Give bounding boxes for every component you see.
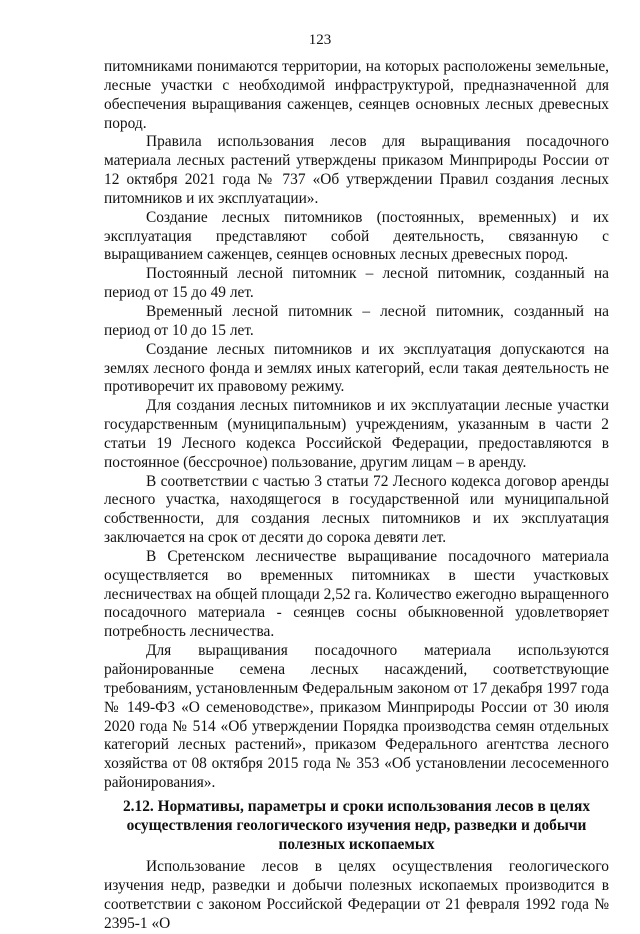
paragraph: Создание лесных питомников (постоянных, временных) и их эксплуатация представляют собой деятельность, связанную с выращиванием саженцев, сеянцев основных лесных древесных пород. bbox=[104, 208, 609, 264]
section-heading: 2.12. Нормативы, параметры и сроки использования лесов в целях осуществления геологического изучения недр, разведки и добычи полезных ископаемых bbox=[122, 797, 591, 853]
paragraph: Правила использования лесов для выращивания посадочного материала лесных растений утверждены приказом Минприроды России от 12 октября 2021 года № 737 «Об утверждении Правил создания лесных питомников и их эксплуатации». bbox=[104, 133, 609, 207]
paragraph: питомниками понимаются территории, на которых расположены земельные, лесные участки с необходимой инфраструктурой, предназначенной для обеспечения выращивания саженцев, сеянцев основных лесных древесных пород. bbox=[104, 58, 609, 132]
paragraph: Использование лесов в целях осуществления геологического изучения недр, разведки и добычи полезных ископаемых производится в соответствии с законом Российской Федерации от 21 февраля 1992 года № 2395-1 «О bbox=[104, 858, 609, 932]
paragraph: Создание лесных питомников и их эксплуатация допускаются на землях лесного фонда и землях иных категорий, если такая деятельность не противоречит их правовому режиму. bbox=[104, 340, 609, 396]
paragraph: В соответствии с частью 3 статьи 72 Лесного кодекса договор аренды лесного участка, находящегося в государственной или муниципальной собственности, для создания лесных питомников и их эксплуатация заключается на срок от десяти до сорока девяти лет. bbox=[104, 472, 609, 547]
document-body bbox=[104, 58, 609, 934]
page-number: 123 bbox=[308, 32, 332, 48]
paragraph: В Сретенском лесничестве выращивание посадочного материала осуществляется во временных питомниках в шести участковых лесничествах на общей площади 2,52 га. Количество ежегодно выращенного посадочного материала - сеянцев сосны обыкновенной удовлетворяет потребность лесничества. bbox=[104, 547, 609, 641]
paragraph: Постоянный лесной питомник – лесной питомник, созданный на период от 15 до 49 лет. bbox=[104, 265, 609, 302]
paragraph: Для создания лесных питомников и их эксплуатации лесные участки государственным (муниципальным) учреждениям, указанным в части 2 статьи 19 Лесного кодекса Российской Федерации, предоставляются в постоянное (бессрочное) пользование, другим лицам – в аренду. bbox=[104, 397, 609, 471]
paragraph: Для выращивания посадочного материала используются районированные семена лесных насаждений, соответствующие требованиям, установленным Федеральным законом от 17 декабря 1997 года № 149-ФЗ «О семеноводстве», приказом Минприроды России от 30 июля 2020 года № 514 «Об утверждении Порядка производства семян отдельных категорий лесных растений», приказом Федерального агентства лесного хозяйства от 08 октября 2015 года № 353 «Об установлении лесосеменного районирования». bbox=[104, 642, 609, 792]
paragraph: Временный лесной питомник – лесной питомник, созданный на период от 10 до 15 лет. bbox=[104, 302, 609, 339]
